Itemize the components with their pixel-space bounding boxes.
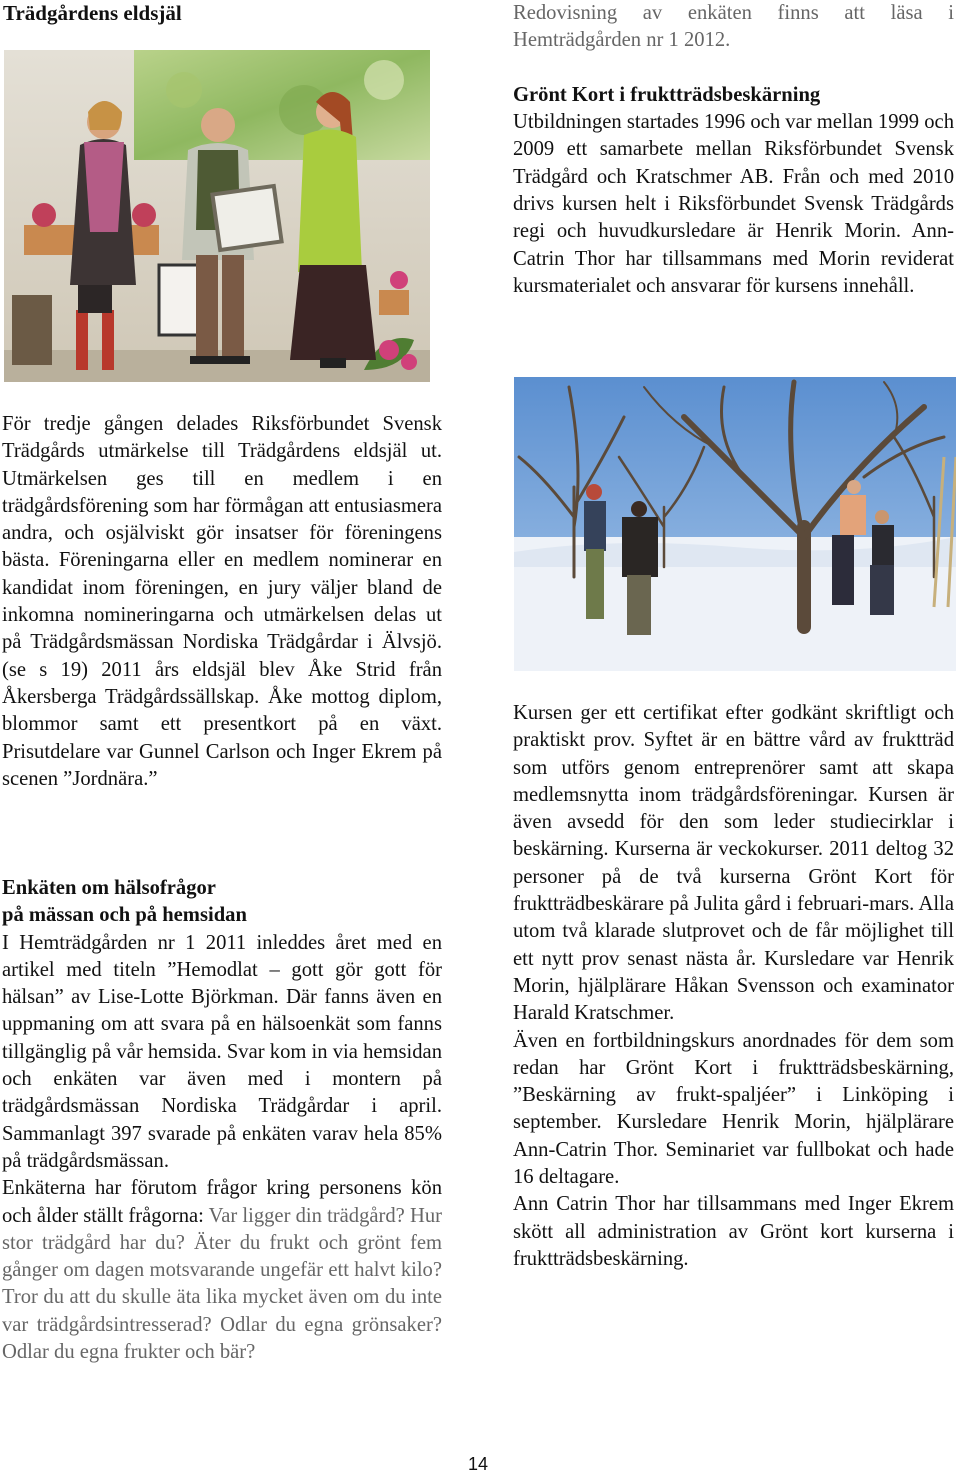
- left-main-column: [2, 411, 442, 793]
- eldsjal-article-body: För tredje gången delades Riksförbundet Svensk Trädgårds utmärkelse till Trädgårdens eldsjäl ut. Utmärkelsen ges till en medlem i en trädgårdsförening som har förmågan att entusiasmera andra, och osjälviskt gör insatser för föreningens bästa. Föreningarna eller en medlem nominerar en kandidat inom föreningen, en jury väljer bland de inkomna nomineringarna och utmärkelsen delas ut på Trädgårdsmässan Nordiska Trädgårdar i Älvsjö. (se s 19) 2011 års eldsjäl blev Åke Strid från Åkersberga Trädgårdssällskap. Åke mottog diplom, blommor samt ett presentkort på en växt. Prisutdelare var Gunnel Carlson och Inger Ekrem på scenen ”Jordnära.”: [2, 413, 442, 790]
- survey-body: I Hemträdgården nr 1 2011 inleddes året med en artikel med titeln ”Hemodlat – gott gör gott för hälsan” av Lise-Lotte Björkman. Där fanns även en uppmaning om att svara på en hälsoenkät som fanns tillgänglig på vår hemsida. Svar kom in via hemsidan och enkäten var även med i montern på trädgårdsmässan Nordiska Trädgårdar i april. Sammanlagt 397 svarade på enkäten varav hela 85% på trädgårdsmässan.: [2, 931, 442, 1172]
- gront-kort-body: Utbildningen startades 1996 och var mellan 1999 och 2009 ett samarbete mellan Riksförbundet Svensk Trädgård och Kratschmer AB. Från och med 2010 drivs kursen helt i Riksförbundet Svensk Trädgårds regi och huvudkursledare är Henrik Morin. Ann-Catrin Thor har tillsammans med Morin reviderat kursmaterialet och ansvarar för kursens innehåll.: [513, 111, 954, 297]
- orchard-pruning-illustration: [514, 377, 956, 671]
- right-bottom-column: [513, 700, 954, 1273]
- administration-paragraph: Ann Catrin Thor har tillsammans med Inger Ekrem skött all administration av Grönt kort kurserna i fruktträdsbeskärning.: [513, 1193, 954, 1270]
- right-top-column: [513, 0, 954, 300]
- award-ceremony-illustration: [4, 50, 430, 382]
- advanced-course-paragraph: Även en fortbildningskurs anordnades för dem som redan har Grönt Kort i fruktträdsbeskärning, ”Beskärning av frukt-spaljéer” i Linköping i september. Kursledare Henrik Morin, hjälplärare Ann-Catrin Thor. Seminariet var fullbokat och hade 16 deltagare.: [513, 1029, 954, 1189]
- survey-questions-paragraph: [2, 1175, 442, 1366]
- award-ceremony-photo: [4, 50, 430, 382]
- survey-questions-list: Var ligger din trädgård? Hur stor trädgård har du? Äter du frukt och grönt fem gånger om dagen motsvarande ungefär ett halvt kilo? Tror du att du skulle äta lika mycket även om du inte var trädgårdsintresserad? Odlar du egna grönsaker? Odlar du egna frukter och bär?: [2, 1204, 442, 1364]
- survey-questions-lead: Enkäterna har förutom frågor kring personens kön och ålder ställt frågorna:: [2, 1177, 442, 1227]
- gront-kort-heading: Grönt Kort i fruktträdsbeskärning: [513, 83, 821, 106]
- survey-section: [2, 875, 442, 1366]
- survey-heading-line2: på mässan och på hemsidan: [2, 904, 247, 927]
- survey-reference-text: Redovisning av enkäten finns att läsa i Hemträdgården nr 1 2012.: [513, 2, 954, 52]
- page-title: Trädgårdens eldsjäl: [3, 1, 182, 25]
- orchard-pruning-photo: [514, 377, 956, 671]
- page-number: 14: [468, 1454, 489, 1474]
- certificate-paragraph: Kursen ger ett certifikat efter godkänt skriftligt och praktiskt prov. Syftet är en bättre vård av fruktträd som utförs genom entreprenörer samt att skapa medlemsnytta inom trädgårdsföreningar. Kursen är även avsedd för den som leder studiecirklar i beskärning. Kurserna är veckokurser. 2011 deltog 32 personer på de två kurserna Grönt Kort för fruktträdbeskärare på Julita gård i februari-mars. Alla utom två klarade slutprovet och de får möjlighet till ett nytt prov senast nästa år. Kursledare var Henrik Morin, hjälplärare Håkan Svensson och examinator Harald Kratschmer.: [513, 702, 954, 1025]
- survey-heading-line1: Enkäten om hälsofrågor: [2, 877, 216, 899]
